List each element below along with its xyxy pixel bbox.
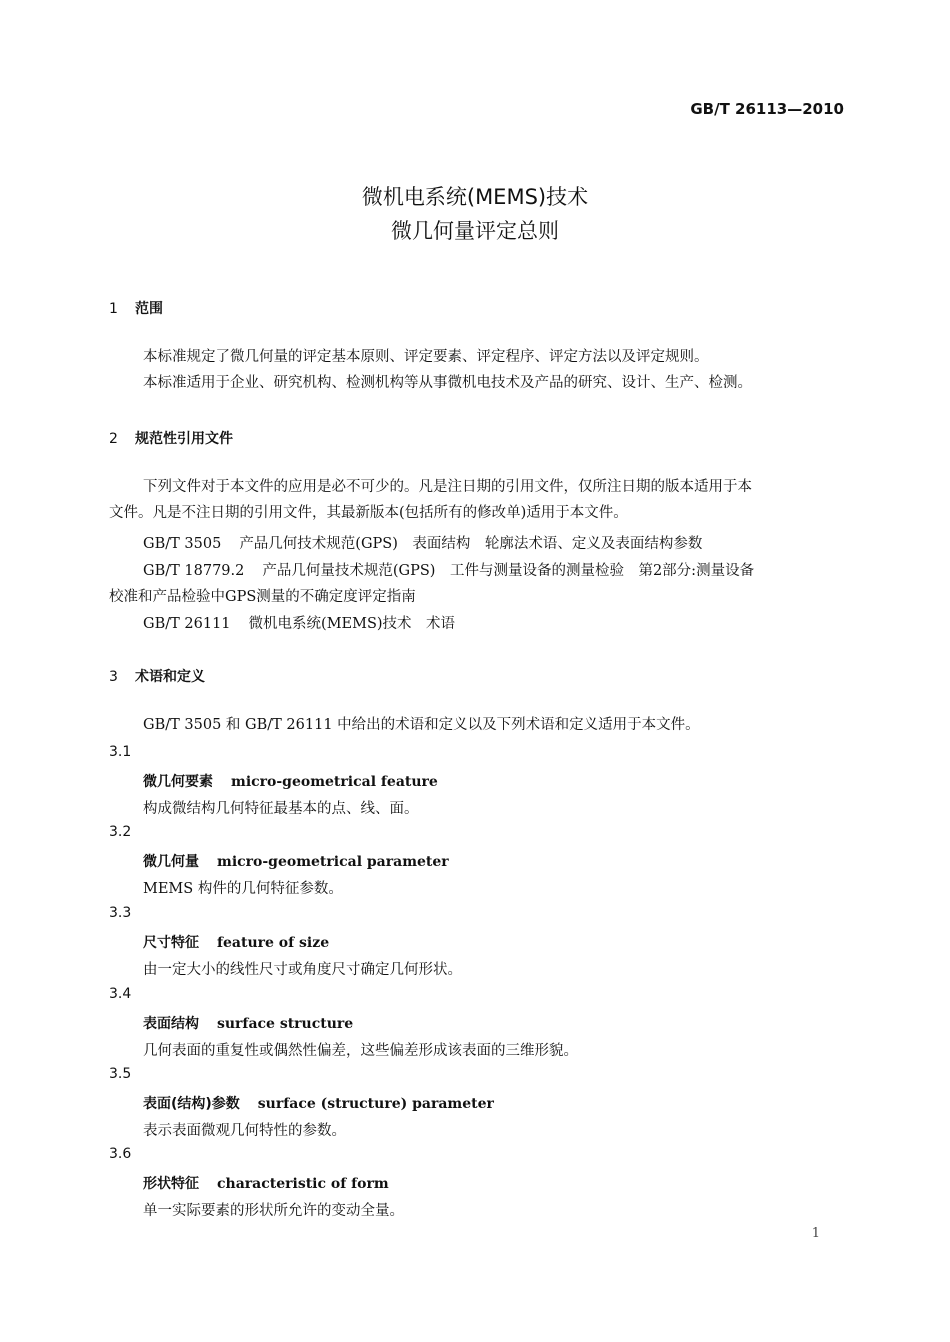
standard-code: GB/T 26113—2010	[690, 100, 844, 118]
term-definition: MEMS 构件的几何特征参数。	[143, 881, 343, 897]
term-definition: 由一定大小的线性尺寸或角度尺寸确定几何形状。	[143, 962, 462, 978]
term-name	[143, 771, 438, 791]
section-title: 术语和定义	[135, 669, 205, 685]
section-number: 2	[109, 431, 118, 447]
term-name-en: micro-geometrical feature	[231, 774, 438, 790]
reference-code: GB/T 18779.2	[143, 563, 245, 579]
term-name-cn: 尺寸特征	[143, 935, 199, 951]
terms-intro: GB/T 3505 和 GB/T 26111 中给出的术语和定义以及下列术语和定义适用于本文件。	[143, 717, 700, 733]
normative-intro-line-1: 下列文件对于本文件的应用是必不可少的。凡是注日期的引用文件，仅所注日期的版本适用于本	[143, 479, 752, 495]
term-number: 3.2	[109, 824, 132, 840]
term-name-en: surface structure	[217, 1016, 354, 1032]
term-name-cn: 表面结构	[143, 1016, 199, 1032]
reference-code: GB/T 3505	[143, 536, 222, 552]
reference-title: 微机电系统(MEMS)技术 术语	[248, 616, 456, 632]
term-name	[143, 851, 449, 871]
section-1-heading	[109, 298, 163, 318]
section-number: 1	[109, 301, 118, 317]
term-number: 3.1	[109, 744, 132, 760]
page-number: 1	[811, 1226, 820, 1241]
reference-item	[143, 612, 473, 633]
section-2-heading	[109, 428, 233, 448]
reference-title-continued: 校准和产品检验中GPS测量的不确定度评定指南	[109, 589, 416, 605]
term-definition: 构成微结构几何特征最基本的点、线、面。	[143, 801, 419, 817]
reference-item	[143, 532, 720, 553]
normative-intro-line-2: 文件。凡是不注日期的引用文件，其最新版本(包括所有的修改单)适用于本文件。	[109, 505, 628, 521]
term-name	[143, 1013, 353, 1033]
title-line-2: 微几何量评定总则	[391, 219, 559, 243]
term-definition: 几何表面的重复性或偶然性偏差，这些偏差形成该表面的三维形貌。	[143, 1043, 578, 1059]
term-name-en: micro-geometrical parameter	[217, 854, 449, 870]
term-name-cn: 表面(结构)参数	[143, 1096, 240, 1112]
term-name-cn: 微几何量	[143, 854, 199, 870]
term-name-cn: 微几何要素	[143, 774, 213, 790]
document-title	[0, 180, 950, 248]
scope-paragraph-2: 本标准适用于企业、研究机构、检测机构等从事微机电技术及产品的研究、设计、生产、检测。	[143, 375, 752, 391]
term-name-cn: 形状特征	[143, 1176, 199, 1192]
scope-paragraph-1: 本标准规定了微几何量的评定基本原则、评定要素、评定程序、评定方法以及评定规则。	[143, 349, 709, 365]
term-name	[143, 1173, 389, 1193]
reference-item	[143, 559, 772, 580]
term-number: 3.5	[109, 1066, 132, 1082]
term-name-en: surface (structure) parameter	[257, 1096, 494, 1112]
term-number: 3.6	[109, 1146, 132, 1162]
section-3-heading	[109, 666, 205, 686]
section-title: 范围	[135, 301, 163, 317]
term-name	[143, 1093, 494, 1113]
title-line-1: 微机电系统(MEMS)技术	[361, 185, 589, 209]
section-title: 规范性引用文件	[135, 431, 233, 447]
term-number: 3.4	[109, 986, 132, 1002]
reference-title: 产品几何量技术规范(GPS) 工件与测量设备的测量检验 第2部分:测量设备	[262, 563, 755, 579]
term-name	[143, 932, 329, 952]
section-number: 3	[109, 669, 118, 685]
term-name-en: characteristic of form	[217, 1176, 389, 1192]
term-number: 3.3	[109, 905, 132, 921]
term-definition: 单一实际要素的形状所允许的变动全量。	[143, 1203, 404, 1219]
term-definition: 表示表面微观几何特性的参数。	[143, 1123, 346, 1139]
reference-title: 产品几何技术规范(GPS) 表面结构 轮廓法术语、定义及表面结构参数	[239, 536, 703, 552]
term-name-en: feature of size	[217, 935, 330, 951]
reference-code: GB/T 26111	[143, 616, 231, 632]
